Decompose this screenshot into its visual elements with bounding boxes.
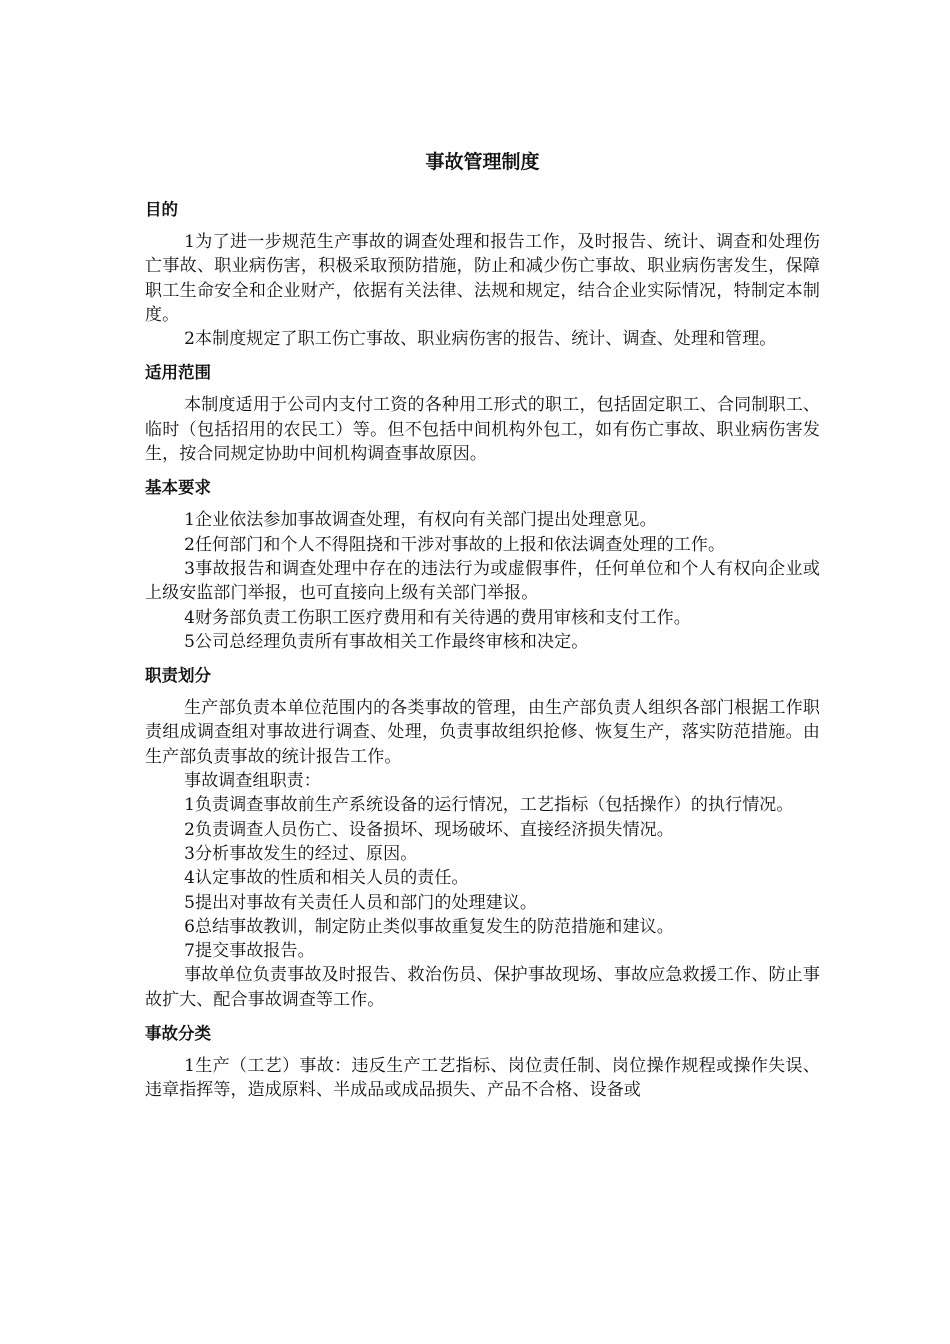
paragraph: 1负责调查事故前生产系统设备的运行情况，工艺指标（包括操作）的执行情况。: [184, 795, 794, 816]
paragraph: 4财务部负责工伤职工医疗费用和有关待遇的费用审核和支付工作。: [184, 607, 691, 628]
section-basic-requirements: [145, 476, 820, 654]
paragraph: 本制度适用于公司内支付工资的各种用工形式的职工，包括固定职工、合同制职工、临时（包括招用的农民工）等。但不包括中间机构外包工，如有伤亡事故、职业病伤害发生，按合同规定协助中间机构调查事故原因。: [145, 395, 820, 465]
paragraph: 5公司总经理负责所有事故相关工作最终审核和决定。: [184, 631, 589, 652]
paragraph: 3分析事故发生的经过、原因。: [184, 843, 418, 864]
paragraph: 2本制度规定了职工伤亡事故、职业病伤害的报告、统计、调查、处理和管理。: [184, 329, 777, 350]
paragraph: 1为了进一步规范生产事故的调查处理和报告工作，及时报告、统计、调查和处理伤亡事故、职业病伤害，积极采取预防措施，防止和减少伤亡事故、职业病伤害发生，保障职工生命安全和企业财产，依据有关法律、法规和规定，结合企业实际情况，特制定本制度。: [145, 232, 820, 325]
paragraph: 事故单位负责事故及时报告、救治伤员、保护事故现场、事故应急救援工作、防止事故扩大、配合事故调查等工作。: [145, 965, 820, 1010]
section-accident-classification: [145, 1022, 820, 1103]
paragraph: 7提交事故报告。: [184, 941, 315, 962]
section-heading: 基本要求: [145, 478, 211, 498]
paragraph: 6总结事故教训，制定防止类似事故重复发生的防范措施和建议。: [184, 916, 674, 937]
paragraph: 1企业依法参加事故调查处理，有权向有关部门提出处理意见。: [184, 510, 657, 531]
section-responsibilities: [145, 664, 820, 1012]
section-heading: 目的: [145, 200, 178, 219]
document-title: 事故管理制度: [425, 151, 540, 173]
paragraph: 2负责调查人员伤亡、设备损坏、现场破坏、直接经济损失情况。: [184, 819, 674, 840]
section-purpose: [145, 198, 820, 351]
paragraph: 1生产（工艺）事故：违反生产工艺指标、岗位责任制、岗位操作规程或操作失误、违章指挥等，造成原料、半成品或成品损失、产品不合格、设备或: [145, 1056, 820, 1101]
paragraph: 5提出对事故有关责任人员和部门的处理建议。: [184, 892, 538, 913]
section-heading: 适用范围: [145, 363, 211, 383]
paragraph: 3事故报告和调查处理中存在的违法行为或虚假事件，任何单位和个人有权向企业或上级安监部门举报，也可直接向上级有关部门举报。: [145, 558, 820, 604]
section-heading: 职责划分: [145, 666, 211, 686]
paragraph: 事故调查组职责：: [184, 771, 321, 792]
paragraph: 4认定事故的性质和相关人员的责任。: [184, 868, 469, 889]
section-heading: 事故分类: [145, 1024, 211, 1044]
paragraph: 2任何部门和个人不得阻挠和干涉对事故的上报和依法调查处理的工作。: [184, 534, 726, 555]
section-scope: [145, 361, 820, 466]
paragraph: 生产部负责本单位范围内的各类事故的管理，由生产部负责人组织各部门根据工作职责组成调查组对事故进行调查、处理，负责事故组织抢修、恢复生产，落实防范措施。由生产部负责事故的统计报告工作。: [145, 698, 820, 767]
